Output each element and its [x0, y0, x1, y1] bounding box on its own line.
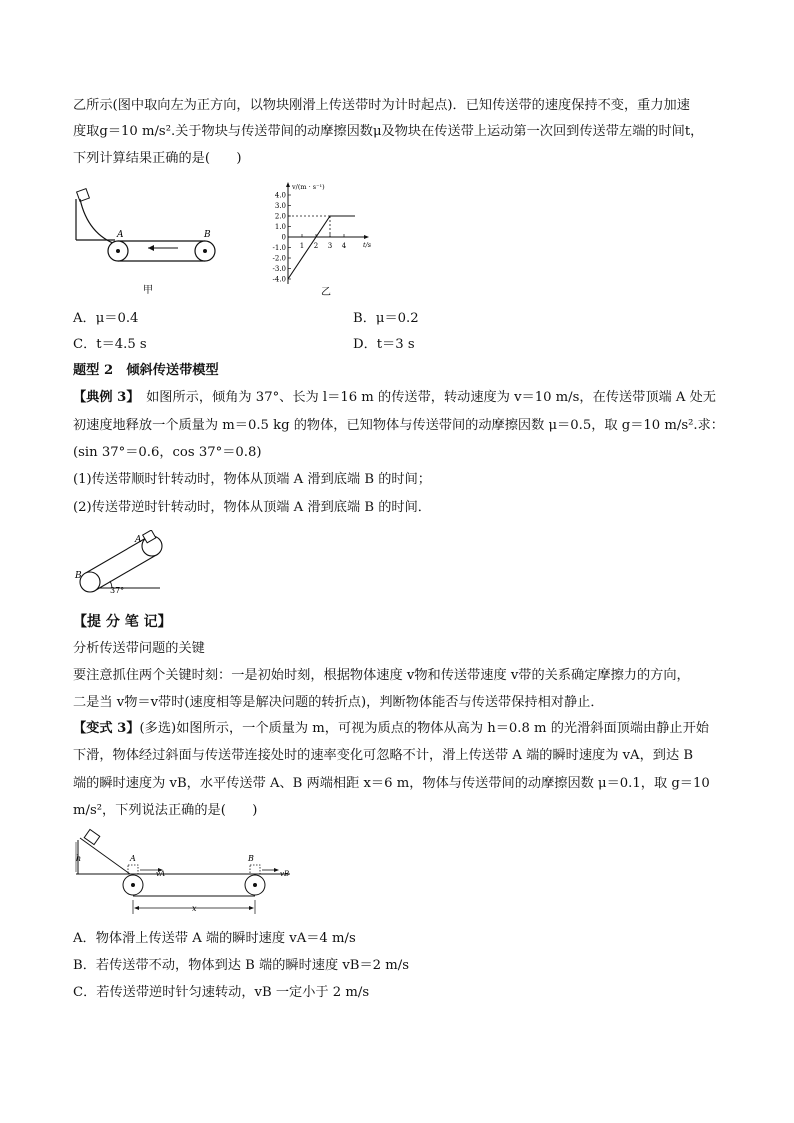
- example-line-3: (sin 37°＝0.6，cos 37°＝0.8): [73, 445, 262, 460]
- section-title: 题型 2 倾斜传送带模型: [73, 363, 219, 378]
- variant-line-1: [73, 720, 709, 738]
- variant-line-3: 端的瞬时速度为 vB，水平传送带 A、B 两端相距 x＝6 m，物体与传送带间的动摩擦因数 μ＝0.1，取 g＝10: [73, 776, 710, 791]
- bottom-pulley: [80, 572, 100, 592]
- label-a: A: [135, 535, 142, 545]
- label-vb: vB: [280, 870, 290, 878]
- y-tick-label: -1.0: [272, 244, 286, 252]
- variant-tag: 【变式 3】: [73, 721, 140, 736]
- variant-option-c[interactable]: C．若传送带逆时针匀速转动，vB 一定小于 2 m/s: [73, 985, 370, 1000]
- label-h: h: [76, 854, 82, 863]
- y-tick-label: -2.0: [272, 254, 286, 263]
- y-tick-label: 1.0: [274, 223, 286, 231]
- x-tick-label: 1: [299, 242, 305, 250]
- y-tick-label: 3.0: [274, 202, 286, 210]
- variant-figure: [70, 828, 300, 920]
- notes-line-2: 要注意抓住两个关键时刻：一是初始时刻，根据物体速度 v物和传送带速度 v带的关系确定摩擦力的方向，: [73, 668, 690, 683]
- incline-figure: [72, 530, 172, 600]
- label-b: B: [248, 854, 254, 863]
- example-tag: 【典例 3】: [73, 390, 133, 405]
- question-line-2: 度取g＝10 m/s².关于物块与传送带间的动摩擦因数μ及物块在传送带上运动第一次回到传送带左端的时间t，: [73, 124, 704, 139]
- angle-label: 37°: [110, 586, 125, 595]
- fig-jia-label: 甲: [143, 285, 153, 296]
- label-b: B: [75, 571, 82, 581]
- x-tick-label: 3: [327, 242, 333, 250]
- y-tick-label: 2.0: [274, 212, 286, 221]
- graph-xlabel: t/s: [363, 241, 372, 249]
- arrow-left-icon: [148, 245, 154, 251]
- notes-title: 【提 分 笔 记】: [73, 614, 172, 630]
- y-tick-label: 0: [281, 233, 286, 242]
- notes-line-3: 二是当 v物＝v带时(速度相等是解决问题的转折点)，判断物体能否与传送带保持相对静止．: [73, 695, 604, 710]
- example-line-5: (2)传送带逆时针转动时，物体从顶端 A 滑到底端 B 的时间．: [73, 500, 431, 515]
- graph-ylabel: v/(m · s⁻¹): [292, 183, 325, 191]
- fig-yi-label: 乙: [321, 287, 331, 298]
- variant-option-b[interactable]: B．若传送带不动，物体到达 B 端的瞬时速度 vB＝2 m/s: [73, 958, 409, 973]
- question-line-1: 乙所示(图中取向左为正方向，以物块刚滑上传送带时为计时起点)．已知传送带的速度保持不变，重力加速: [73, 98, 690, 113]
- y-tick-label: 4.0: [274, 191, 286, 200]
- variant-line-2: 下滑，物体经过斜面与传送带连接处时的速率变化可忽略不计，滑上传送带 A 端的瞬时速度为 vA，到达 B: [73, 748, 694, 763]
- example-line-2: 初速度地释放一个质量为 m＝0.5 kg 的物体，已知物体与传送带间的动摩擦因数 μ＝0.5，取 g＝10 m/s².求：: [73, 418, 724, 433]
- option-c[interactable]: C．t＝4.5 s: [73, 337, 147, 352]
- notes-line-1: 分析传送带问题的关键: [73, 641, 205, 656]
- curved-ramp: [80, 199, 118, 245]
- figure-yi-graph: [255, 178, 375, 298]
- label-a: A: [117, 230, 124, 240]
- y-tick-label: -3.0: [272, 265, 286, 273]
- variant-line-4: m/s²，下列说法正确的是( ): [73, 803, 258, 818]
- arrow-right-icon: [274, 868, 279, 872]
- x-tick-label: 4: [341, 242, 347, 250]
- variant-option-a[interactable]: A．物体滑上传送带 A 端的瞬时速度 vA＝4 m/s: [73, 931, 356, 946]
- x-tick-label: 2: [313, 242, 319, 250]
- label-a: A: [130, 854, 136, 863]
- block: [77, 189, 90, 202]
- y-tick-label: -4.0: [272, 275, 286, 284]
- option-b[interactable]: B．μ＝0.2: [353, 311, 419, 326]
- example-text-1: 如图所示，倾角为 37°、长为 l＝16 m 的传送带，转动速度为 v＝10 m/s，在传送带顶端 A 处无: [132, 390, 716, 405]
- option-a[interactable]: A．μ＝0.4: [73, 311, 139, 326]
- option-d[interactable]: D．t＝3 s: [353, 337, 415, 352]
- label-b: B: [204, 230, 211, 240]
- question-line-3: 下列计算结果正确的是( ): [73, 151, 242, 166]
- example-line-4: (1)传送带顺时针转动时，物体从顶端 A 滑到底端 B 的时间；: [73, 472, 431, 487]
- label-va: vA: [156, 870, 166, 878]
- variant-text-1: (多选)如图所示，一个质量为 m，可视为质点的物体从高为 h＝0.8 m 的光滑斜面顶端由静止开始: [139, 721, 709, 736]
- figure-jia: [70, 185, 230, 300]
- example-line-1: [73, 389, 716, 407]
- label-x: x: [192, 904, 197, 913]
